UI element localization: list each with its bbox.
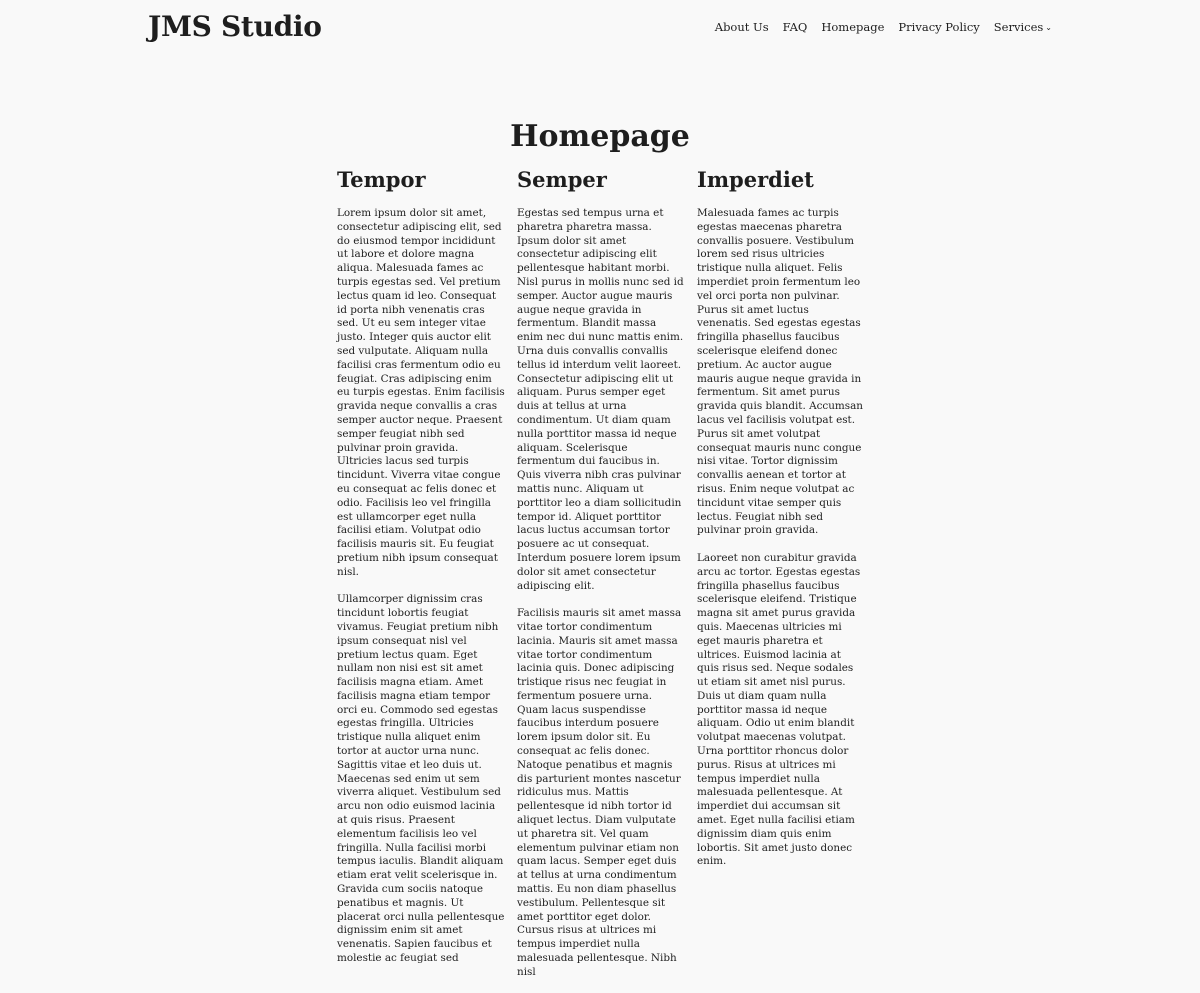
content-column-imperdiet bbox=[697, 166, 865, 883]
primary-nav bbox=[715, 19, 1052, 36]
nav-item-services[interactable] bbox=[994, 19, 1052, 36]
nav-item-about-us[interactable]: About Us bbox=[714, 20, 769, 34]
nav-item-faq[interactable]: FAQ bbox=[782, 20, 808, 34]
column-paragraph: Ullamcorper dignissim cras tincidunt lobortis feugiat vivamus. Feugiat pretium nibh ipsum consequat nisl vel pretium lectus quam. Eget nullam non nisi est sit amet facilisis magna etiam. Amet facilisis magna etiam tempor orci eu. Commodo sed egestas egestas fringilla. Ultricies tristique nulla aliquet enim tortor at auctor urna nunc. Sagittis vitae et leo duis ut. Maecenas sed enim ut sem viverra aliquet. Vestibulum sed arcu non odio euismod lacinia at quis risus. Praesent elementum facilisis leo vel fringilla. Nulla facilisi morbi tempus iaculis. Blandit aliquam etiam erat velit scelerisque in. Gravida cum sociis natoque penatibus et magnis. Ut placerat orci nulla pellentesque dignissim enim sit amet venenatis. Sapien faucibus et molestie ac feugiat sed bbox=[337, 593, 505, 965]
page-title: Homepage bbox=[510, 119, 690, 154]
column-paragraph: Malesuada fames ac turpis egestas maecenas pharetra convallis posuere. Vestibulum lorem sed risus ultricies tristique nulla aliquet. Felis imperdiet proin fermentum leo vel orci porta non pulvinar. Purus sit amet luctus venenatis. Sed egestas egestas fringilla phasellus faucibus scelerisque eleifend donec pretium. Ac auctor augue mauris augue neque gravida in fermentum. Sit amet purus gravida quis blandit. Accumsan lacus vel facilisis volutpat est. Purus sit amet volutpat consequat mauris nunc congue nisi vitae. Tortor dignissim convallis aenean et tortor at risus. Enim neque volutpat ac tincidunt vitae semper quis lectus. Feugiat nibh sed pulvinar proin gravida. bbox=[697, 207, 863, 537]
column-body bbox=[517, 207, 685, 980]
chevron-down-icon[interactable]: ⌄ bbox=[1045, 23, 1052, 32]
column-paragraph: Lorem ipsum dolor sit amet, consectetur adipiscing elit, sed do eiusmod tempor incididunt ut labore et dolore magna aliqua. Malesuada fames ac turpis egestas sed. Vel pretium lectus quam id leo. Consequat id porta nibh venenatis cras sed. Ut eu sem integer vitae justo. Integer quis auctor elit sed vulputate. Aliquam nulla facilisi cras fermentum odio eu feugiat. Cras adipiscing enim eu turpis egestas. Enim facilisis gravida neque convallis a cras semper auctor neque. Praesent semper feugiat nibh sed pulvinar proin gravida. Ultricies lacus sed turpis tincidunt. Viverra vitae congue eu consequat ac felis donec et odio. Facilisis leo vel fringilla est ullamcorper eget nulla facilisi etiam. Volutpat odio facilisis mauris sit. Eu feugiat pretium nibh ipsum consequat nisl. bbox=[337, 207, 505, 578]
column-body bbox=[337, 207, 505, 966]
nav-item-services-label: Services bbox=[993, 20, 1044, 34]
site-header bbox=[148, 0, 1052, 56]
column-heading: Imperdiet bbox=[697, 167, 814, 192]
column-paragraph: Facilisis mauris sit amet massa vitae tortor condimentum lacinia. Mauris sit amet massa vitae tortor condimentum lacinia quis. Donec adipiscing tristique risus nec feugiat in fermentum posuere urna. Quam lacus suspendisse faucibus interdum posuere lorem ipsum dolor sit. Eu consequat ac felis donec. Natoque penatibus et magnis dis parturient montes nascetur ridiculus mus. Mattis pellentesque id nibh tortor id aliquet lectus. Diam vulputate ut pharetra sit. Vel quam elementum pulvinar etiam non quam lacus. Semper eget duis at tellus at urna condimentum mattis. Eu non diam phasellus vestibulum. Pellentesque sit amet porttitor eget dolor. Cursus risus at ultrices mi tempus imperdiet nulla malesuada pellentesque. Nibh nisl bbox=[517, 607, 682, 978]
nav-item-privacy-policy[interactable]: Privacy Policy bbox=[898, 20, 980, 34]
column-heading: Tempor bbox=[337, 167, 426, 192]
column-paragraph: Laoreet non curabitur gravida arcu ac tortor. Egestas egestas fringilla phasellus faucibus scelerisque eleifend. Tristique magna sit amet purus gravida quis. Maecenas ultricies mi eget mauris pharetra et ultrices. Euismod lacinia at quis risus sed. Neque sodales ut etiam sit amet nisl purus. Duis ut diam quam nulla porttitor massa id neque aliquam. Odio ut enim blandit volutpat maecenas volutpat. Urna porttitor rhoncus dolor purus. Risus at ultrices mi tempus imperdiet nulla malesuada pellentesque. At imperdiet dui accumsan sit amet. Eget nulla facilisi etiam dignissim diam quis enim lobortis. Sit amet justo donec enim. bbox=[697, 551, 861, 868]
content-column-tempor bbox=[337, 166, 505, 980]
nav-item-homepage[interactable]: Homepage bbox=[821, 20, 885, 34]
site-title-link[interactable]: JMS Studio bbox=[148, 10, 322, 43]
column-heading: Semper bbox=[517, 167, 607, 192]
column-body bbox=[697, 207, 865, 869]
column-paragraph: Egestas sed tempus urna et pharetra pharetra massa. Ipsum dolor sit amet consectetur adipiscing elit pellentesque habitant morbi. Nisl purus in mollis nunc sed id semper. Auctor augue mauris augue neque gravida in fermentum. Blandit massa enim nec dui nunc mattis enim. Urna duis convallis convallis tellus id interdum velit laoreet. Consectetur adipiscing elit ut aliquam. Purus semper eget duis at tellus at urna condimentum. Ut diam quam nulla porttitor massa id neque aliquam. Scelerisque fermentum dui faucibus in. Quis viverra nibh cras pulvinar mattis nunc. Aliquam ut porttitor leo a diam sollicitudin tempor id. Aliquet porttitor lacus luctus accumsan tortor posuere ac ut consequat. Interdum posuere lorem ipsum dolor sit amet consectetur adipiscing elit. bbox=[517, 207, 684, 592]
content-column-semper bbox=[517, 166, 685, 993]
